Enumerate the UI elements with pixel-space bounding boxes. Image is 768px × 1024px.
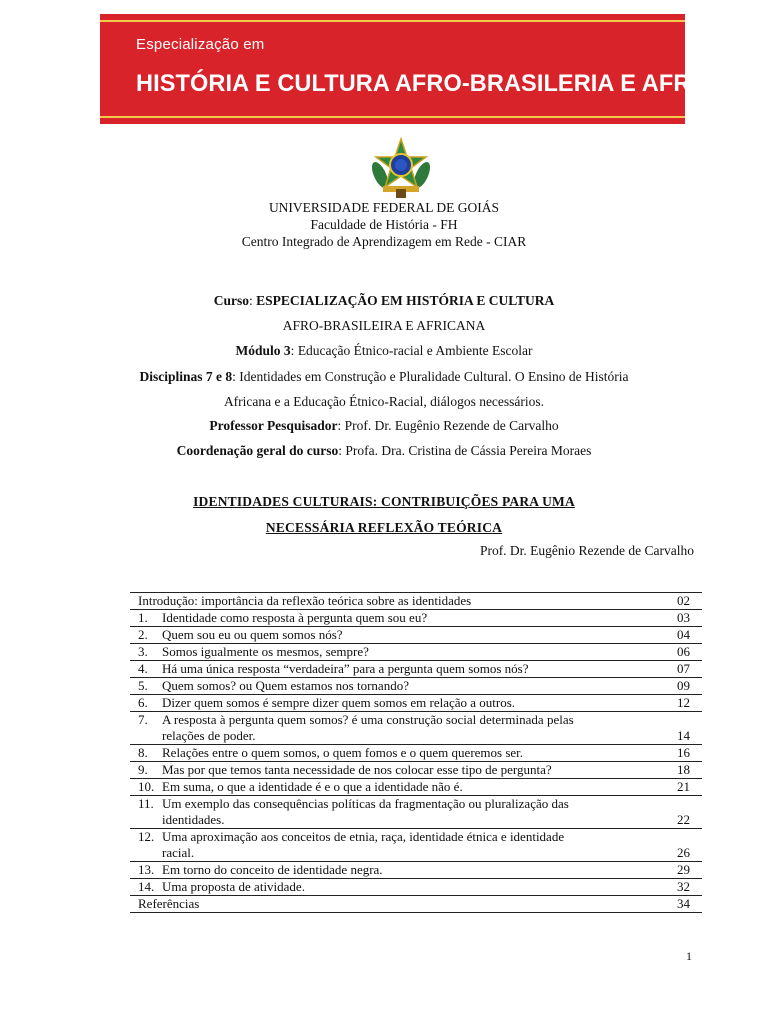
toc-entry: Quem sou eu ou quem somos nós?: [156, 627, 654, 644]
header-banner: [100, 14, 766, 124]
toc-number: 11.: [130, 796, 156, 829]
toc-row: [130, 627, 702, 644]
toc-row: [130, 644, 702, 661]
toc-entry: Dizer quem somos é sempre dizer quem somos em relação a outros.: [156, 695, 654, 712]
toc-page: 22: [654, 796, 702, 829]
toc-number: 10.: [130, 779, 156, 796]
toc-number: 1.: [130, 610, 156, 627]
document-title-2: [0, 515, 768, 540]
toc-row: [130, 661, 702, 678]
disciplines-line-1: Disciplinas 7 e 8: Identidades em Construção e Pluralidade Cultural. O Ensino de História: [139, 369, 629, 384]
toc-page: 16: [654, 745, 702, 762]
title-text-2: NECESSÁRIA REFLEXÃO TEÓRICA: [265, 520, 503, 535]
toc-page: 06: [654, 644, 702, 661]
toc-number: 6.: [130, 695, 156, 712]
toc-entry: [156, 796, 654, 829]
toc-entry-line: Um exemplo das consequências políticas da fragmentação ou pluralização das: [162, 796, 569, 811]
toc-page: 18: [654, 762, 702, 779]
toc-page: 14: [654, 712, 702, 745]
toc-row: [130, 779, 702, 796]
toc-row: [130, 896, 702, 913]
toc-entry-line: A resposta à pergunta quem somos? é uma construção social determinada pelas: [162, 712, 574, 727]
toc-page: 26: [654, 829, 702, 862]
professor-line: Professor Pesquisador: Prof. Dr. Eugênio Rezende de Carvalho: [209, 418, 559, 433]
toc-number: 5.: [130, 678, 156, 695]
toc-row: [130, 862, 702, 879]
course-label: Curso: [213, 293, 250, 308]
toc-entry-continuation: relações de poder.: [162, 728, 256, 743]
coordination-line: Coordenação geral do curso: Profa. Dra. Cristina de Cássia Pereira Moraes: [176, 443, 592, 458]
disciplines-value-1: Identidades em Construção e Pluralidade Cultural. O Ensino de História: [239, 369, 629, 384]
toc-entry: Quem somos? ou Quem estamos nos tornando?: [156, 678, 654, 695]
disciplines-value-2: Africana e a Educação Étnico-Racial, diálogos necessários.: [223, 394, 545, 409]
toc-entry: Mas por que temos tanta necessidade de nos colocar esse tipo de pergunta?: [156, 762, 654, 779]
toc-row: [130, 829, 702, 862]
professor-label: Professor Pesquisador: [209, 418, 338, 433]
toc-page: 29: [654, 862, 702, 879]
title-text-1: IDENTIDADES CULTURAIS: CONTRIBUIÇÕES PARA UMA: [193, 494, 575, 509]
toc-number: 3.: [130, 644, 156, 661]
toc-row: [130, 678, 702, 695]
toc-page: 32: [654, 879, 702, 896]
toc-entry-continuation: racial.: [162, 845, 195, 860]
module-label: Módulo 3: [235, 343, 291, 358]
toc-page: 09: [654, 678, 702, 695]
toc-page: 02: [654, 593, 702, 610]
toc-entry: [156, 829, 654, 862]
toc-number: 9.: [130, 762, 156, 779]
coordination-label: Coordenação geral do curso: [176, 443, 339, 458]
toc-number: 2.: [130, 627, 156, 644]
toc-page: 04: [654, 627, 702, 644]
banner-bottom-stripe: [100, 116, 685, 118]
toc-entry: Identidade como resposta à pergunta quem sou eu?: [156, 610, 654, 627]
banner-title: HISTÓRIA E CULTURA AFRO-BRASILERIA E AFRICANA: [136, 70, 766, 97]
toc-number: 7.: [130, 712, 156, 745]
toc-entry: [156, 712, 654, 745]
course-value-1: ESPECIALIZAÇÃO EM HISTÓRIA E CULTURA: [256, 293, 555, 308]
toc-page: 07: [654, 661, 702, 678]
toc-page: 03: [654, 610, 702, 627]
toc-number: 8.: [130, 745, 156, 762]
toc-page: 12: [654, 695, 702, 712]
toc-number: 13.: [130, 862, 156, 879]
toc-entry: Em suma, o que a identidade é e o que a identidade não é.: [156, 779, 654, 796]
center-name: Centro Integrado de Aprendizagem em Rede - CIAR: [241, 234, 527, 249]
toc-row: [130, 712, 702, 745]
banner-top-stripe: [100, 20, 685, 22]
course-value-2: AFRO-BRASILEIRA E AFRICANA: [282, 318, 486, 333]
toc-row: [130, 610, 702, 627]
toc-entry: Referências: [130, 896, 654, 913]
toc-row: [130, 593, 702, 610]
author: Prof. Dr. Eugênio Rezende de Carvalho: [479, 543, 694, 558]
toc-entry: Introdução: importância da reflexão teórica sobre as identidades: [130, 593, 654, 610]
toc-entry: Somos igualmente os mesmos, sempre?: [156, 644, 654, 661]
document-title-1: [0, 489, 768, 514]
toc-row: [130, 762, 702, 779]
page-number: 1: [686, 949, 692, 963]
coordination-value: Profa. Dra. Cristina de Cássia Pereira Moraes: [345, 443, 592, 458]
toc-row: [130, 695, 702, 712]
toc-number: 4.: [130, 661, 156, 678]
toc-entry-continuation: identidades.: [162, 812, 225, 827]
course-line-1: Curso: ESPECIALIZAÇÃO EM HISTÓRIA E CULTURA: [213, 293, 555, 308]
toc-entry: Uma proposta de atividade.: [156, 879, 654, 896]
faculty-name: Faculdade de História - FH: [310, 217, 458, 232]
toc-entry: Relações entre o quem somos, o quem fomos e o quem queremos ser.: [156, 745, 654, 762]
institution-name: UNIVERSIDADE FEDERAL DE GOIÁS: [268, 200, 500, 215]
toc-entry: Em torno do conceito de identidade negra.: [156, 862, 654, 879]
professor-value: Prof. Dr. Eugênio Rezende de Carvalho: [344, 418, 559, 433]
toc-row: [130, 745, 702, 762]
module-line: Módulo 3: Educação Étnico-racial e Ambiente Escolar: [235, 343, 533, 358]
toc-number: 14.: [130, 879, 156, 896]
toc-entry-line: Uma aproximação aos conceitos de etnia, raça, identidade étnica e identidade: [162, 829, 565, 844]
toc-row: [130, 879, 702, 896]
module-value: Educação Étnico-racial e Ambiente Escolar: [297, 343, 533, 358]
coat-of-arms-icon: [370, 137, 432, 199]
toc-page: 34: [654, 896, 702, 913]
toc-page: 21: [654, 779, 702, 796]
toc-row: [130, 796, 702, 829]
table-of-contents: [130, 592, 702, 913]
toc-entry: Há uma única resposta “verdadeira” para a pergunta quem somos nós?: [156, 661, 654, 678]
banner-subtitle: Especialização em: [136, 36, 265, 53]
toc-number: 12.: [130, 829, 156, 862]
disciplines-label: Disciplinas 7 e 8: [139, 369, 233, 384]
